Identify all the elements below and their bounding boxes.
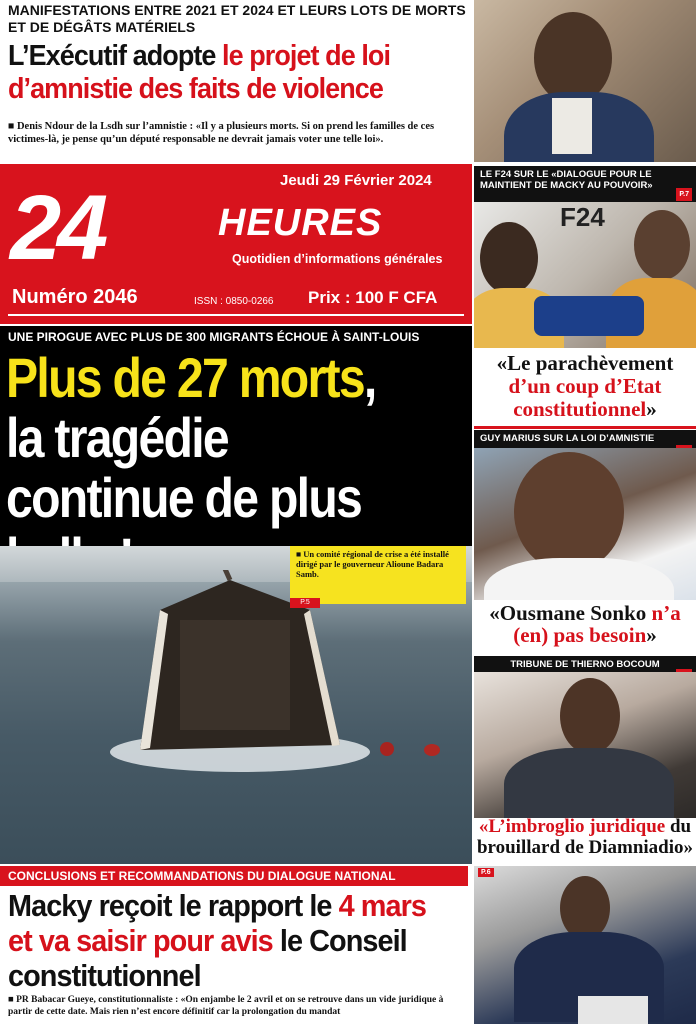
bocoum-photo (474, 672, 696, 818)
logo-word: HEURES (218, 202, 383, 244)
f24-head-end: » (646, 397, 657, 421)
price: Prix : 100 F CFA (308, 288, 438, 307)
top-quote-text: Denis Ndour de la Lsdh sur l’amnistie : «Il y a plusieurs morts. Si on prend les familles de ces victimes-là, je pense qu’un député responsable ne devrait jamais voter une telle loi». (8, 121, 435, 145)
guy-marius-head-red: n’a (en) pas besoin (513, 601, 681, 647)
separator (474, 426, 696, 429)
lead-kicker: UNE PIROGUE AVEC PLUS DE 300 MIGRANTS ÉCHOUE À SAINT-LOUIS (8, 330, 420, 344)
issue-date: Jeudi 29 Février 2024 (280, 172, 432, 189)
bocoum-head-red: «L’imbroglio juridique (478, 816, 666, 837)
macky-photo (474, 866, 696, 1024)
lead-note: ■ Un comité régional de crise a été installé dirigé par le gouverneur Alioune Badara Samb. (290, 546, 466, 604)
top-story-kicker: MANIFESTATIONS ENTRE 2021 ET 2024 ET LEURS LOTS DE MORTS ET DE DÉGÂTS MATÉRIELS (8, 2, 466, 35)
f24-headline[interactable] (474, 348, 696, 424)
bottom-headline[interactable] (8, 888, 436, 993)
guy-marius-headline[interactable] (474, 600, 696, 652)
f24-logo-text: F24 (560, 202, 605, 232)
f24-press-photo (474, 202, 696, 348)
masthead-rule (8, 314, 464, 316)
guy-marius-kicker (474, 430, 696, 448)
bocoum-head-end: » (683, 837, 694, 858)
bottom-head-red: 4 mars et va saisir pour avis (8, 888, 426, 958)
top-story-photo (474, 0, 696, 162)
lead-headline-white: , la tragédie continue de plus (6, 346, 376, 529)
lead-story[interactable] (0, 326, 472, 546)
lead-headline-yellow: Plus de 27 morts (6, 346, 364, 409)
f24-kicker (474, 166, 696, 202)
bocoum-head-black: du brouillard de Diamniadio (476, 816, 692, 858)
tagline: Quotidien d’informations générales (232, 252, 443, 266)
guy-marius-kicker-text: GUY MARIUS SUR LA LOI D’AMNISTIE (480, 433, 655, 444)
guy-marius-head-black: «Ousmane Sonko (489, 601, 652, 625)
top-headline-black: L’Exécutif adopte (8, 40, 223, 72)
f24-head-black: «Le parachèvement (496, 351, 674, 375)
masthead (0, 164, 472, 324)
top-headline-red: le projet de loi d’amnistie des faits de violence (8, 40, 391, 105)
f24-kicker-text: LE F24 SUR LE «DIALOGUE POUR LE MAINTIENT DE MACKY AU POUVOIR» (480, 169, 653, 191)
guy-marius-head-end: » (646, 623, 657, 647)
bottom-quote-text: PR Babacar Gueye, constitutionnaliste : «On enjambe le 2 avril et on se retrouve dans un vide juridique à partir de cette date. Mais rien n’est encore définitif car la prolongation du mandat (8, 995, 444, 1017)
bocoum-kicker-text: TRIBUNE DE THIERNO BOCOUM (510, 659, 660, 670)
bocoum-kicker (474, 656, 696, 672)
f24-page-badge: P.7 (676, 188, 692, 201)
bottom-head-black: Macky reçoit le rapport le (8, 888, 339, 923)
lead-note-text: Un comité régional de crise a été installé dirigé par le gouverneur Alioune Badara Samb. (296, 549, 449, 579)
bottom-kicker: CONCLUSIONS ET RECOMMANDATIONS DU DIALOGUE NATIONAL (0, 866, 468, 886)
guy-marius-photo (474, 448, 696, 600)
logo-number: 24 (10, 177, 105, 279)
bocoum-headline[interactable] (474, 816, 696, 862)
lead-page-badge: P.5 (290, 598, 320, 608)
issn: ISSN : 0850-0266 (194, 296, 274, 307)
bottom-head-black2: le Conseil constitutionnel (8, 923, 407, 993)
top-story-headline[interactable] (8, 40, 438, 106)
bottom-quote: ■ PR Babacar Gueye, constitutionnaliste : «On enjambe le 2 avril et on se retrouve dans un vide juridique à partir de cette date. Mais rien n’est encore définitif car la prolongation du mandat (8, 995, 444, 1017)
f24-head-red: d’un coup d’Etat constitutionnel (508, 374, 662, 421)
issue-number: Numéro 2046 (12, 286, 138, 308)
bottom-page-badge: P.6 (478, 868, 494, 877)
top-story-quote: ■ Denis Ndour de la Lsdh sur l’amnistie : «Il y a plusieurs morts. Si on prend les familles de ces victimes-là, je pense qu’un député responsable ne devrait jamais voter une telle loi». (8, 121, 435, 145)
